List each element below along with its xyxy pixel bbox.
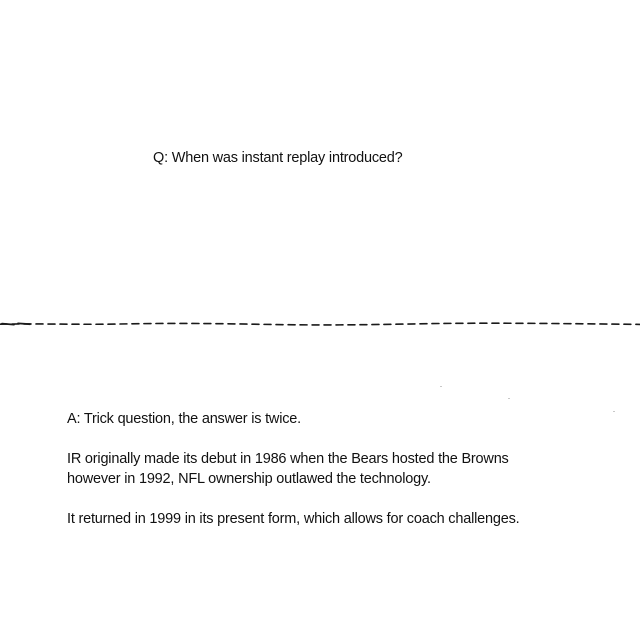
question-text: Q: When was instant replay introduced? (153, 150, 403, 166)
answer-paragraph-1-line-2: however in 1992, NFL ownership outlawed the technology. (67, 471, 431, 487)
scan-speck (613, 411, 615, 412)
answer-headline: A: Trick question, the answer is twice. (67, 411, 301, 427)
answer-paragraph-2: It returned in 1999 in its present form, which allows for coach challenges. (67, 511, 520, 527)
answer-block (67, 409, 627, 529)
scan-speck (508, 398, 510, 399)
scan-speck (440, 386, 442, 387)
answer-paragraph-1-line-1: IR originally made its debut in 1986 when the Bears hosted the Browns (67, 451, 509, 467)
dashed-divider (0, 318, 640, 330)
